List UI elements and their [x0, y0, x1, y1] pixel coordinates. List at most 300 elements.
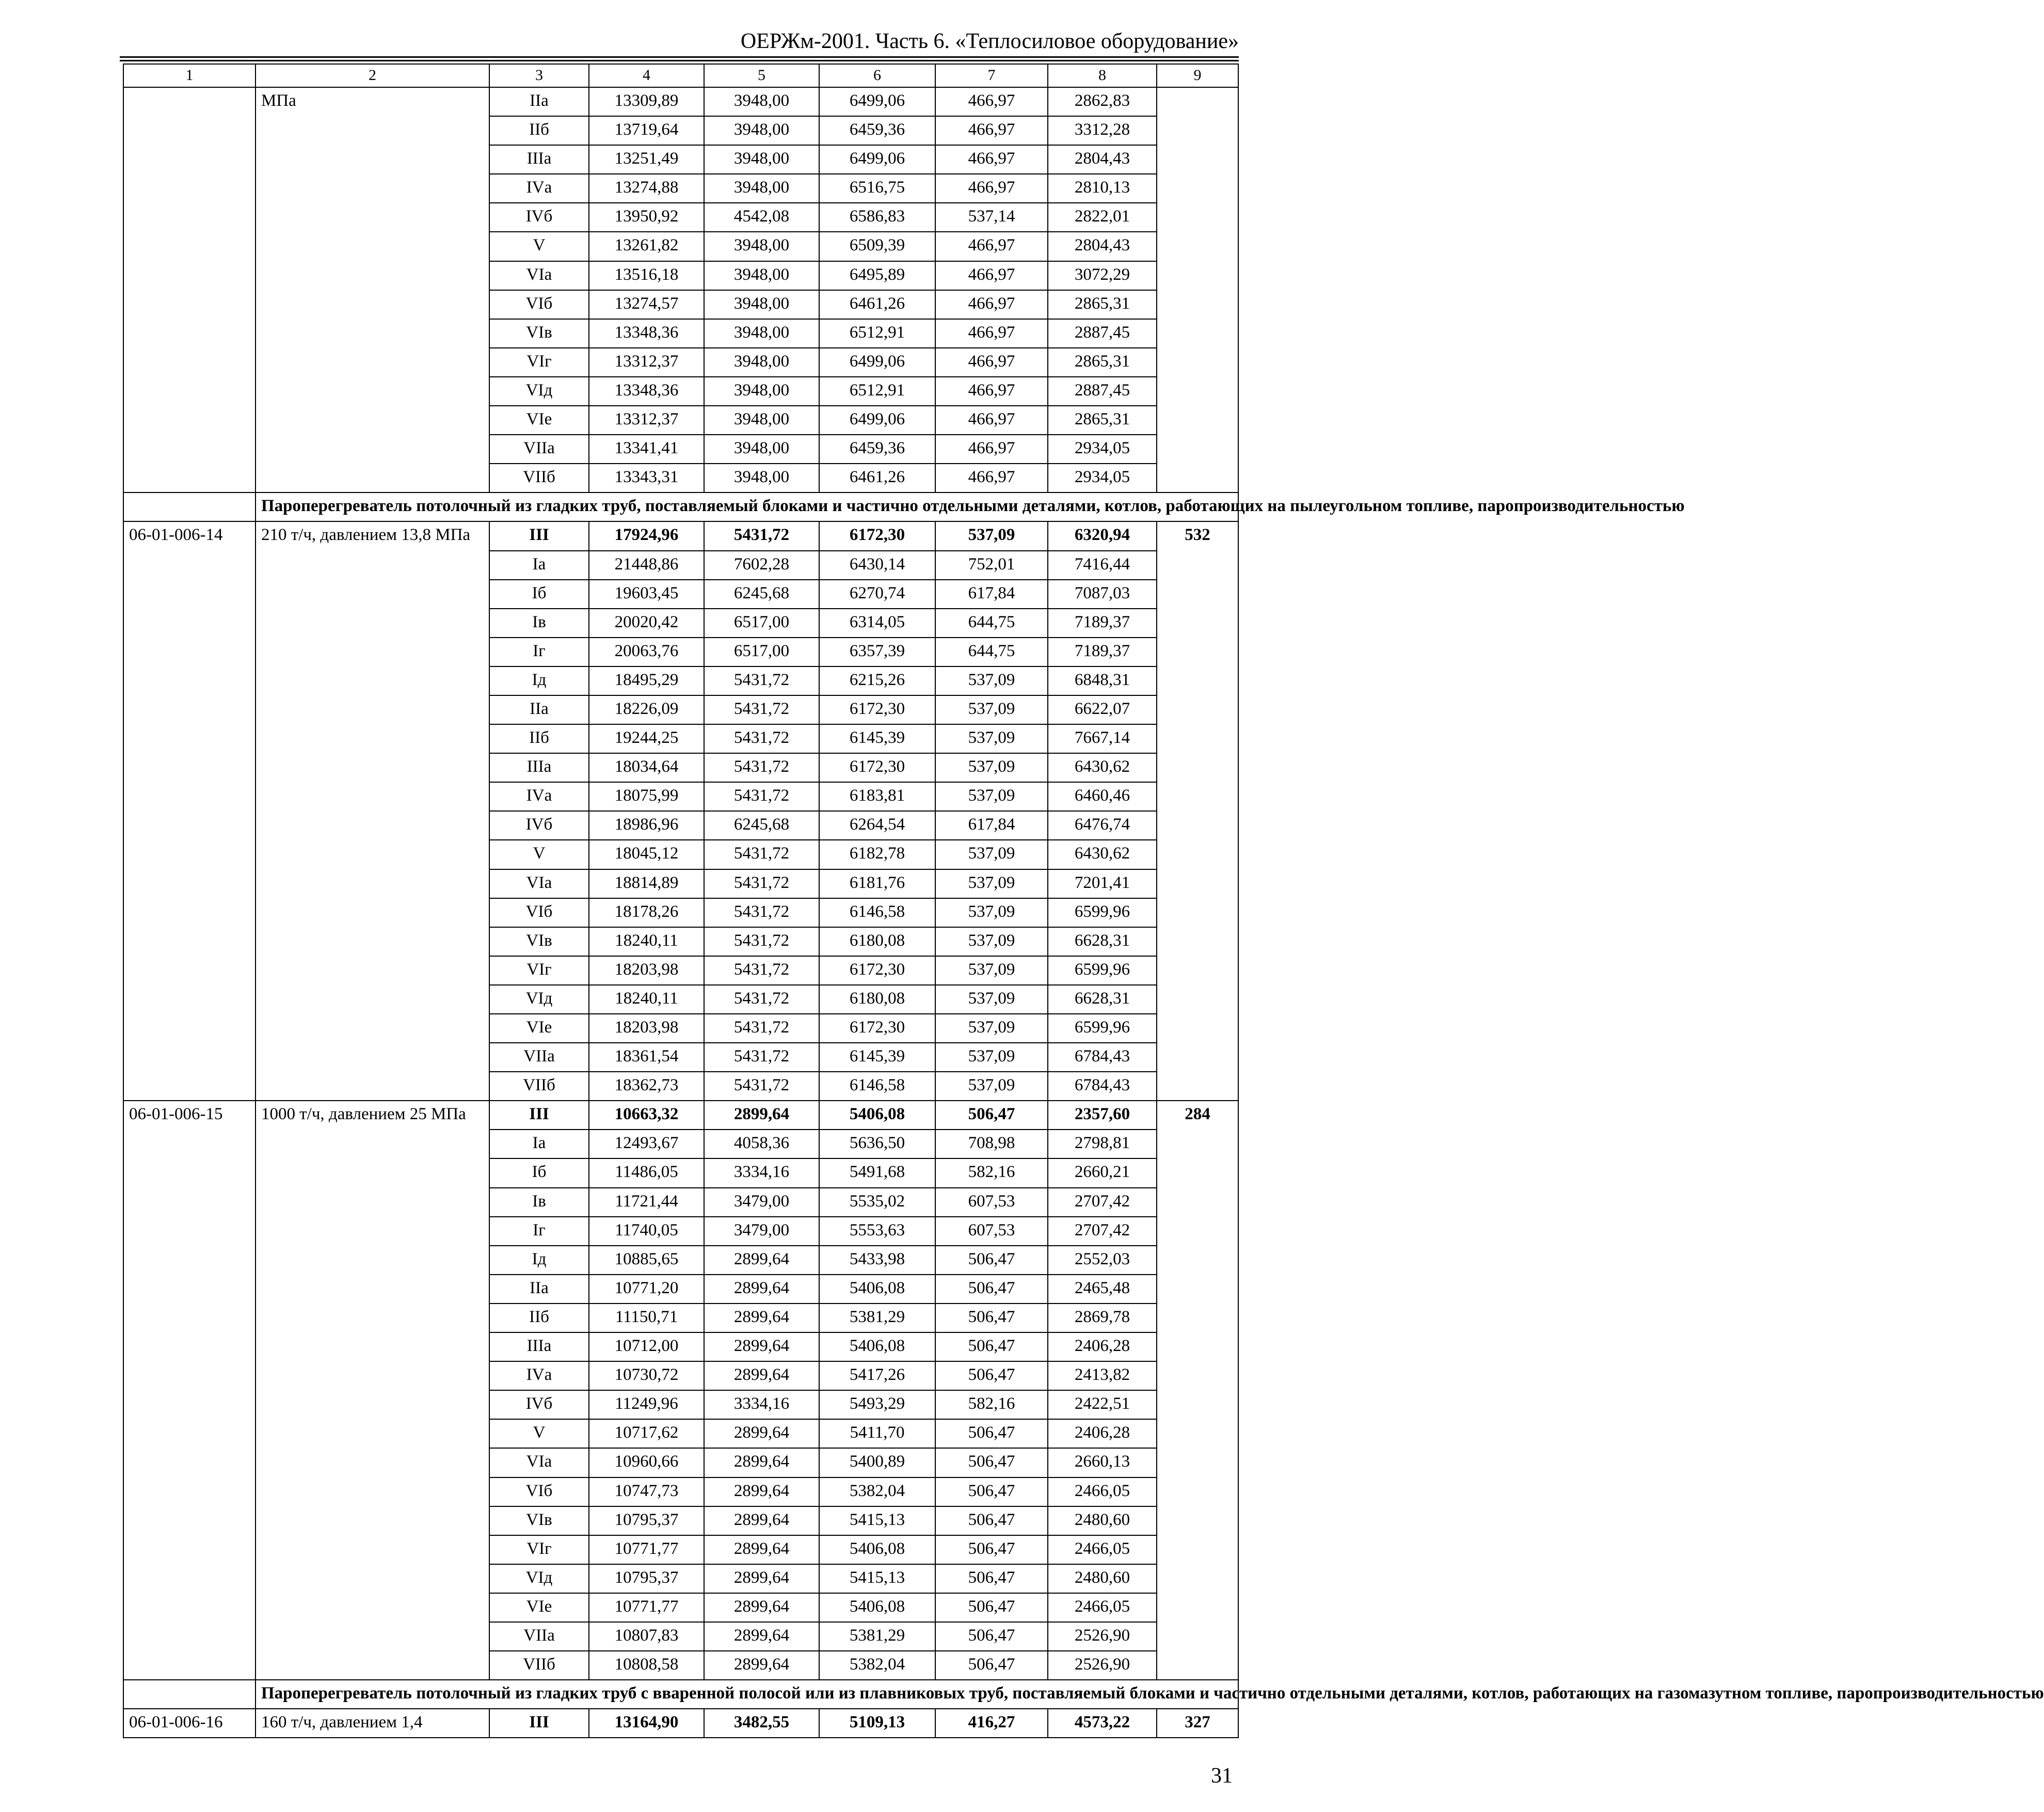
operator-wages: 506,47	[935, 1535, 1048, 1564]
operator-wages: 506,47	[935, 1419, 1048, 1448]
wages-cost: 3948,00	[704, 319, 819, 348]
column-number: 3	[489, 64, 589, 87]
total-cost: 13274,88	[589, 174, 704, 203]
materials-cost: 2862,83	[1048, 87, 1157, 116]
zone-code: VIд	[489, 985, 589, 1014]
operator-wages: 506,47	[935, 1593, 1048, 1622]
machine-cost: 6512,91	[819, 377, 935, 406]
materials-cost: 2480,60	[1048, 1564, 1157, 1593]
machine-cost: 6459,36	[819, 435, 935, 464]
section-heading: Пароперегреватель потолочный из гладких труб, поставляемый блоками и частично отдельными деталями, котлов, работающих на пылеугольном топливе, паропроизводительностью	[256, 492, 1238, 521]
column-number: 9	[1157, 64, 1238, 87]
machine-cost: 6586,83	[819, 203, 935, 232]
wages-cost: 5431,72	[704, 898, 819, 927]
materials-cost: 6628,31	[1048, 927, 1157, 956]
total-cost: 10960,66	[589, 1448, 704, 1477]
machine-cost: 5535,02	[819, 1188, 935, 1217]
machine-cost: 5406,08	[819, 1275, 935, 1304]
machine-cost: 6509,39	[819, 232, 935, 261]
table-row	[123, 1709, 1238, 1738]
operator-wages: 607,53	[935, 1188, 1048, 1217]
total-cost: 10808,58	[589, 1651, 704, 1680]
machine-cost: 5636,50	[819, 1130, 935, 1158]
wages-cost: 3948,00	[704, 232, 819, 261]
zone-code: VIг	[489, 956, 589, 985]
zone-code: Iг	[489, 638, 589, 666]
materials-cost: 7189,37	[1048, 638, 1157, 666]
wages-cost: 5431,72	[704, 1043, 819, 1072]
machine-cost: 6430,14	[819, 551, 935, 580]
materials-cost: 7189,37	[1048, 609, 1157, 638]
total-cost: 10771,77	[589, 1593, 704, 1622]
zone-code: Iг	[489, 1217, 589, 1246]
operator-wages: 708,98	[935, 1130, 1048, 1158]
rate-code	[123, 87, 256, 492]
wages-cost: 5431,72	[704, 724, 819, 753]
materials-cost: 2660,13	[1048, 1448, 1157, 1477]
total-cost: 13516,18	[589, 261, 704, 290]
wages-cost: 4542,08	[704, 203, 819, 232]
wages-cost: 3334,16	[704, 1390, 819, 1419]
materials-cost: 6848,31	[1048, 666, 1157, 695]
total-cost: 13312,37	[589, 348, 704, 377]
materials-cost: 2865,31	[1048, 406, 1157, 435]
operator-wages: 506,47	[935, 1246, 1048, 1275]
machine-cost: 5411,70	[819, 1419, 935, 1448]
total-cost: 18240,11	[589, 985, 704, 1014]
wages-cost: 2899,64	[704, 1622, 819, 1651]
zone-code: VIIб	[489, 464, 589, 492]
total-cost: 11150,71	[589, 1304, 704, 1332]
zone-code: VIд	[489, 1564, 589, 1593]
wages-cost: 5431,72	[704, 666, 819, 695]
total-cost: 10717,62	[589, 1419, 704, 1448]
total-cost: 13164,90	[589, 1709, 704, 1738]
zone-code: VIIб	[489, 1072, 589, 1101]
wages-cost: 2899,64	[704, 1506, 819, 1535]
materials-cost: 2660,21	[1048, 1158, 1157, 1187]
total-cost: 10730,72	[589, 1361, 704, 1390]
machine-cost: 6270,74	[819, 580, 935, 609]
zone-code: III	[489, 1709, 589, 1738]
zone-code: Iд	[489, 1246, 589, 1275]
operator-wages: 466,97	[935, 145, 1048, 174]
machine-cost: 6180,08	[819, 927, 935, 956]
total-cost: 18814,89	[589, 869, 704, 898]
total-cost: 13261,82	[589, 232, 704, 261]
machine-cost: 6495,89	[819, 261, 935, 290]
wages-cost: 5431,72	[704, 782, 819, 811]
operator-wages: 466,97	[935, 435, 1048, 464]
zone-code: VIа	[489, 1448, 589, 1477]
operator-wages: 466,97	[935, 464, 1048, 492]
wages-cost: 5431,72	[704, 927, 819, 956]
machine-cost: 5417,26	[819, 1361, 935, 1390]
item-description: 210 т/ч, давлением 13,8 МПа	[256, 521, 489, 1101]
total-cost: 13274,57	[589, 290, 704, 319]
zone-code: Iб	[489, 1158, 589, 1187]
materials-cost: 2810,13	[1048, 174, 1157, 203]
operator-wages: 617,84	[935, 811, 1048, 840]
total-cost: 10663,32	[589, 1101, 704, 1130]
machine-cost: 5415,13	[819, 1564, 935, 1593]
zone-code: IVа	[489, 782, 589, 811]
operator-wages: 466,97	[935, 290, 1048, 319]
materials-cost: 2466,05	[1048, 1477, 1157, 1506]
wages-cost: 5431,72	[704, 521, 819, 550]
machine-cost: 6172,30	[819, 753, 935, 782]
wages-cost: 3948,00	[704, 377, 819, 406]
item-description: МПа	[256, 87, 489, 492]
wages-cost: 2899,64	[704, 1593, 819, 1622]
machine-cost: 5381,29	[819, 1304, 935, 1332]
zone-code: V	[489, 1419, 589, 1448]
total-cost: 17924,96	[589, 521, 704, 550]
operator-wages: 582,16	[935, 1158, 1048, 1187]
wages-cost: 2899,64	[704, 1477, 819, 1506]
materials-cost: 2357,60	[1048, 1101, 1157, 1130]
wages-cost: 3948,00	[704, 261, 819, 290]
wages-cost: 2899,64	[704, 1246, 819, 1275]
total-cost: 18045,12	[589, 840, 704, 869]
total-cost: 18178,26	[589, 898, 704, 927]
operator-wages: 644,75	[935, 609, 1048, 638]
operator-wages: 537,09	[935, 840, 1048, 869]
zone-code: IVа	[489, 174, 589, 203]
zone-code: Iа	[489, 1130, 589, 1158]
zone-code: VIIа	[489, 435, 589, 464]
total-cost: 10885,65	[589, 1246, 704, 1275]
materials-cost: 3312,28	[1048, 116, 1157, 145]
total-cost: 10771,77	[589, 1535, 704, 1564]
materials-cost: 7667,14	[1048, 724, 1157, 753]
materials-cost: 2526,90	[1048, 1622, 1157, 1651]
machine-cost: 6499,06	[819, 87, 935, 116]
column-number: 4	[589, 64, 704, 87]
machine-cost: 5109,13	[819, 1709, 935, 1738]
wages-cost: 3948,00	[704, 435, 819, 464]
section-row	[123, 492, 1238, 521]
machine-cost: 5381,29	[819, 1622, 935, 1651]
zone-code: IIIа	[489, 145, 589, 174]
wages-cost: 6245,68	[704, 811, 819, 840]
materials-cost: 2413,82	[1048, 1361, 1157, 1390]
table-row	[123, 87, 1238, 116]
total-cost: 18495,29	[589, 666, 704, 695]
machine-cost: 6499,06	[819, 348, 935, 377]
column-number: 7	[935, 64, 1048, 87]
materials-cost: 3072,29	[1048, 261, 1157, 290]
materials-cost: 2822,01	[1048, 203, 1157, 232]
operator-wages: 537,09	[935, 985, 1048, 1014]
machine-cost: 5382,04	[819, 1651, 935, 1680]
zone-code: IVа	[489, 1361, 589, 1390]
labor-hours: 532	[1157, 521, 1238, 1101]
materials-cost: 2406,28	[1048, 1332, 1157, 1361]
total-cost: 18240,11	[589, 927, 704, 956]
total-cost: 13343,31	[589, 464, 704, 492]
zone-code: IIб	[489, 1304, 589, 1332]
total-cost: 18075,99	[589, 782, 704, 811]
wages-cost: 2899,64	[704, 1101, 819, 1130]
machine-cost: 6215,26	[819, 666, 935, 695]
total-cost: 10795,37	[589, 1506, 704, 1535]
wages-cost: 5431,72	[704, 1072, 819, 1101]
header-rule	[120, 60, 1239, 61]
total-cost: 13348,36	[589, 377, 704, 406]
zone-code: VIе	[489, 406, 589, 435]
materials-cost: 2934,05	[1048, 435, 1157, 464]
materials-cost: 2480,60	[1048, 1506, 1157, 1535]
machine-cost: 6172,30	[819, 956, 935, 985]
zone-code: V	[489, 840, 589, 869]
machine-cost: 6172,30	[819, 521, 935, 550]
machine-cost: 5406,08	[819, 1593, 935, 1622]
materials-cost: 4573,22	[1048, 1709, 1157, 1738]
zone-code: IIа	[489, 87, 589, 116]
total-cost: 20020,42	[589, 609, 704, 638]
operator-wages: 506,47	[935, 1651, 1048, 1680]
zone-code: III	[489, 521, 589, 550]
zone-code: IIIа	[489, 753, 589, 782]
materials-cost: 2466,05	[1048, 1593, 1157, 1622]
wages-cost: 6245,68	[704, 580, 819, 609]
wages-cost: 5431,72	[704, 956, 819, 985]
materials-cost: 2869,78	[1048, 1304, 1157, 1332]
machine-cost: 6461,26	[819, 290, 935, 319]
materials-cost: 6599,96	[1048, 956, 1157, 985]
zone-code: VIв	[489, 319, 589, 348]
total-cost: 13950,92	[589, 203, 704, 232]
column-number: 1	[123, 64, 256, 87]
header-rule	[120, 56, 1239, 58]
materials-cost: 2887,45	[1048, 377, 1157, 406]
zone-code: IVб	[489, 203, 589, 232]
materials-cost: 2552,03	[1048, 1246, 1157, 1275]
wages-cost: 6517,00	[704, 609, 819, 638]
operator-wages: 466,97	[935, 174, 1048, 203]
total-cost: 11740,05	[589, 1217, 704, 1246]
machine-cost: 6181,76	[819, 869, 935, 898]
operator-wages: 506,47	[935, 1448, 1048, 1477]
zone-code: VIе	[489, 1593, 589, 1622]
operator-wages: 537,09	[935, 782, 1048, 811]
total-cost: 10771,20	[589, 1275, 704, 1304]
operator-wages: 506,47	[935, 1622, 1048, 1651]
machine-cost: 6172,30	[819, 695, 935, 724]
materials-cost: 2865,31	[1048, 290, 1157, 319]
operator-wages: 506,47	[935, 1101, 1048, 1130]
labor-hours: 327	[1157, 1709, 1238, 1738]
wages-cost: 2899,64	[704, 1332, 819, 1361]
column-number-row	[123, 64, 1238, 87]
section-spacer	[123, 1680, 256, 1709]
zone-code: Iв	[489, 1188, 589, 1217]
materials-cost: 2934,05	[1048, 464, 1157, 492]
materials-cost: 7416,44	[1048, 551, 1157, 580]
zone-code: IIIа	[489, 1332, 589, 1361]
zone-code: VIIб	[489, 1651, 589, 1680]
wages-cost: 5431,72	[704, 1014, 819, 1043]
materials-cost: 6628,31	[1048, 985, 1157, 1014]
total-cost: 19603,45	[589, 580, 704, 609]
machine-cost: 5415,13	[819, 1506, 935, 1535]
section-row	[123, 1680, 1238, 1709]
wages-cost: 5431,72	[704, 985, 819, 1014]
operator-wages: 607,53	[935, 1217, 1048, 1246]
total-cost: 11486,05	[589, 1158, 704, 1187]
zone-code: IVб	[489, 811, 589, 840]
wages-cost: 3479,00	[704, 1217, 819, 1246]
total-cost: 18203,98	[589, 1014, 704, 1043]
operator-wages: 506,47	[935, 1477, 1048, 1506]
machine-cost: 6499,06	[819, 406, 935, 435]
operator-wages: 537,09	[935, 898, 1048, 927]
operator-wages: 466,97	[935, 406, 1048, 435]
zone-code: VIб	[489, 290, 589, 319]
materials-cost: 2422,51	[1048, 1390, 1157, 1419]
total-cost: 13341,41	[589, 435, 704, 464]
wages-cost: 3334,16	[704, 1158, 819, 1187]
wages-cost: 3948,00	[704, 290, 819, 319]
operator-wages: 506,47	[935, 1304, 1048, 1332]
operator-wages: 466,97	[935, 348, 1048, 377]
wages-cost: 3482,55	[704, 1709, 819, 1738]
section-spacer	[123, 492, 256, 521]
wages-cost: 2899,64	[704, 1419, 819, 1448]
materials-cost: 6784,43	[1048, 1043, 1157, 1072]
item-description: 160 т/ч, давлением 1,4	[256, 1709, 489, 1738]
total-cost: 13312,37	[589, 406, 704, 435]
machine-cost: 5406,08	[819, 1535, 935, 1564]
rate-code: 06-01-006-14	[123, 521, 256, 1101]
machine-cost: 5553,63	[819, 1217, 935, 1246]
operator-wages: 466,97	[935, 319, 1048, 348]
materials-cost: 6430,62	[1048, 753, 1157, 782]
materials-cost: 6460,46	[1048, 782, 1157, 811]
wages-cost: 3948,00	[704, 87, 819, 116]
total-cost: 18034,64	[589, 753, 704, 782]
zone-code: IIа	[489, 1275, 589, 1304]
machine-cost: 5493,29	[819, 1390, 935, 1419]
operator-wages: 537,09	[935, 927, 1048, 956]
zone-code: VIв	[489, 927, 589, 956]
operator-wages: 537,09	[935, 724, 1048, 753]
wages-cost: 2899,64	[704, 1535, 819, 1564]
wages-cost: 2899,64	[704, 1564, 819, 1593]
machine-cost: 6183,81	[819, 782, 935, 811]
operator-wages: 537,14	[935, 203, 1048, 232]
machine-cost: 6146,58	[819, 898, 935, 927]
wages-cost: 5431,72	[704, 869, 819, 898]
materials-cost: 2804,43	[1048, 232, 1157, 261]
machine-cost: 6314,05	[819, 609, 935, 638]
machine-cost: 6146,58	[819, 1072, 935, 1101]
rate-code: 06-01-006-16	[123, 1709, 256, 1738]
materials-cost: 2804,43	[1048, 145, 1157, 174]
machine-cost: 6461,26	[819, 464, 935, 492]
operator-wages: 617,84	[935, 580, 1048, 609]
wages-cost: 3948,00	[704, 348, 819, 377]
zone-code: V	[489, 232, 589, 261]
operator-wages: 537,09	[935, 666, 1048, 695]
operator-wages: 506,47	[935, 1275, 1048, 1304]
wages-cost: 2899,64	[704, 1448, 819, 1477]
zone-code: VIв	[489, 1506, 589, 1535]
materials-cost: 6476,74	[1048, 811, 1157, 840]
zone-code: VIг	[489, 1535, 589, 1564]
machine-cost: 5400,89	[819, 1448, 935, 1477]
materials-cost: 6599,96	[1048, 898, 1157, 927]
running-header: ОЕРЖм-2001. Часть 6. «Теплосиловое оборудование»	[740, 29, 1239, 53]
wages-cost: 2899,64	[704, 1304, 819, 1332]
wages-cost: 5431,72	[704, 753, 819, 782]
operator-wages: 506,47	[935, 1564, 1048, 1593]
total-cost: 10712,00	[589, 1332, 704, 1361]
materials-cost: 6784,43	[1048, 1072, 1157, 1101]
zone-code: VIа	[489, 869, 589, 898]
wages-cost: 3948,00	[704, 464, 819, 492]
materials-cost: 2707,42	[1048, 1217, 1157, 1246]
machine-cost: 5491,68	[819, 1158, 935, 1187]
wages-cost: 2899,64	[704, 1361, 819, 1390]
wages-cost: 5431,72	[704, 695, 819, 724]
materials-cost: 2887,45	[1048, 319, 1157, 348]
zone-code: VIе	[489, 1014, 589, 1043]
operator-wages: 537,09	[935, 695, 1048, 724]
operator-wages: 416,27	[935, 1709, 1048, 1738]
total-cost: 13251,49	[589, 145, 704, 174]
total-cost: 18362,73	[589, 1072, 704, 1101]
wages-cost: 3948,00	[704, 406, 819, 435]
column-number: 2	[256, 64, 489, 87]
operator-wages: 466,97	[935, 87, 1048, 116]
total-cost: 13719,64	[589, 116, 704, 145]
materials-cost: 6622,07	[1048, 695, 1157, 724]
materials-cost: 2707,42	[1048, 1188, 1157, 1217]
wages-cost: 4058,36	[704, 1130, 819, 1158]
materials-cost: 2406,28	[1048, 1419, 1157, 1448]
zone-code: VIг	[489, 348, 589, 377]
machine-cost: 5433,98	[819, 1246, 935, 1275]
zone-code: Iв	[489, 609, 589, 638]
zone-code: Iд	[489, 666, 589, 695]
materials-cost: 6599,96	[1048, 1014, 1157, 1043]
operator-wages: 466,97	[935, 261, 1048, 290]
total-cost: 12493,67	[589, 1130, 704, 1158]
machine-cost: 5406,08	[819, 1332, 935, 1361]
total-cost: 11249,96	[589, 1390, 704, 1419]
section-heading: Пароперегреватель потолочный из гладких труб с вваренной полосой или из плавниковых труб, поставляемый блоками и частично отдельными деталями, котлов, работающих на газомазутном топливе, паропроизводительностью	[256, 1680, 1238, 1709]
materials-cost: 6320,94	[1048, 521, 1157, 550]
materials-cost: 7087,03	[1048, 580, 1157, 609]
zone-code: IIб	[489, 724, 589, 753]
total-cost: 18986,96	[589, 811, 704, 840]
operator-wages: 537,09	[935, 1043, 1048, 1072]
operator-wages: 537,09	[935, 753, 1048, 782]
zone-code: VIIа	[489, 1043, 589, 1072]
total-cost: 18361,54	[589, 1043, 704, 1072]
total-cost: 11721,44	[589, 1188, 704, 1217]
item-description: 1000 т/ч, давлением 25 МПа	[256, 1101, 489, 1680]
labor-hours	[1157, 87, 1238, 492]
wages-cost: 2899,64	[704, 1275, 819, 1304]
wages-cost: 6517,00	[704, 638, 819, 666]
total-cost: 10747,73	[589, 1477, 704, 1506]
rate-code: 06-01-006-15	[123, 1101, 256, 1680]
zone-code: III	[489, 1101, 589, 1130]
machine-cost: 6180,08	[819, 985, 935, 1014]
